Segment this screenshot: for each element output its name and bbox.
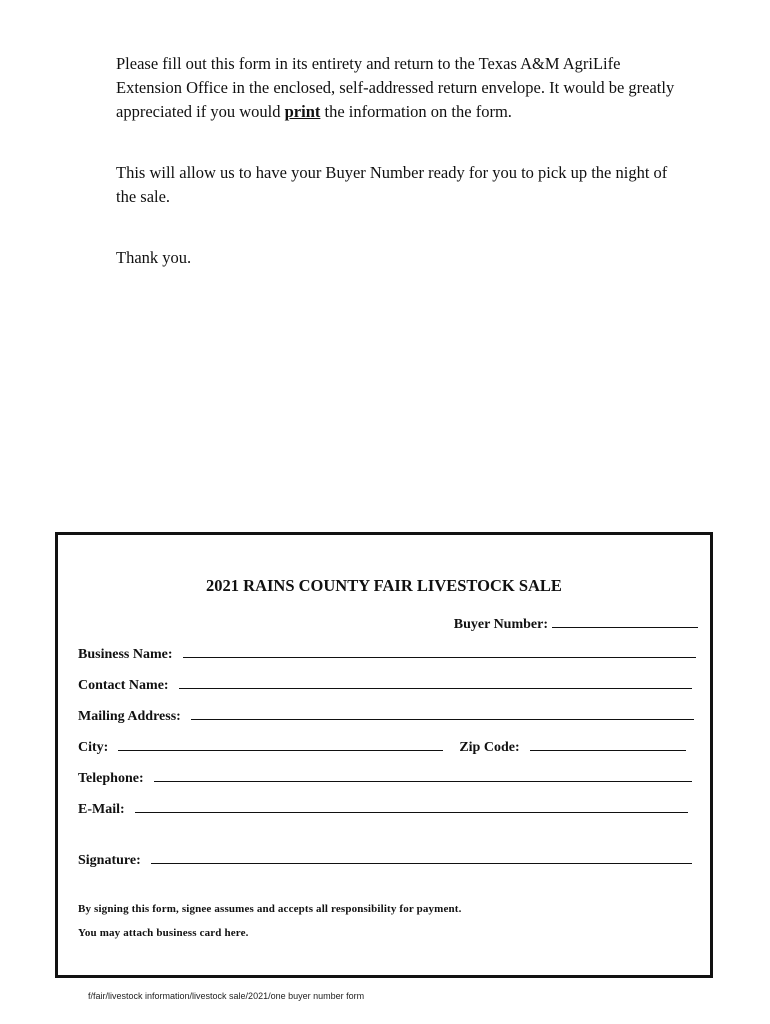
business-card-note: You may attach business card here. [78,927,249,939]
contact-name-field[interactable] [179,676,692,689]
print-emphasis: print [284,102,321,121]
form-title: 2021 RAINS COUNTY FAIR LIVESTOCK SALE [206,576,562,595]
telephone-row [78,769,692,787]
email-row [78,800,688,818]
intro-paragraph-3: Thank you. [116,248,192,267]
buyer-number-field[interactable] [552,615,698,628]
email-label: E-Mail: [78,802,125,817]
city-field[interactable] [118,738,443,751]
city-label: City: [78,740,109,755]
signature-field[interactable] [151,851,692,864]
zip-code-label: Zip Code: [459,740,520,755]
contact-name-label: Contact Name: [78,678,169,693]
mailing-address-label: Mailing Address: [78,709,181,724]
intro-paragraph-1 [116,52,676,124]
buyer-number-label: Buyer Number: [453,617,548,632]
zip-code-field[interactable] [530,738,686,751]
business-name-field[interactable] [183,645,696,658]
business-name-row [78,645,696,663]
intro-paragraph-1-end: the information on the form. [320,102,512,121]
business-name-label: Business Name: [78,647,173,662]
city-zip-row [78,738,690,756]
telephone-label: Telephone: [78,771,144,786]
intro-text [116,52,676,307]
email-field[interactable] [135,800,688,813]
responsibility-note: By signing this form, signee assumes and accepts all responsibility for payment. [78,903,462,915]
buyer-form [55,532,713,978]
telephone-field[interactable] [154,769,692,782]
intro-paragraph-2: This will allow us to have your Buyer Number ready for you to pick up the night of the sale. [116,163,668,206]
signature-row [78,851,692,869]
mailing-address-row [78,707,694,725]
buyer-number-row [454,615,698,633]
file-path-footer: f/fair/livestock information/livestock sale/2021/one buyer number form [88,991,365,1001]
signature-label: Signature: [78,853,141,868]
mailing-address-field[interactable] [191,707,694,720]
contact-name-row [78,676,692,694]
intro-paragraph-1-start: Please fill out this form in its entirety and return to the Texas A&M AgriLife Extension Office in the enclosed, self-addressed return envelope. It would be greatly appreciated if you would [116,54,675,121]
